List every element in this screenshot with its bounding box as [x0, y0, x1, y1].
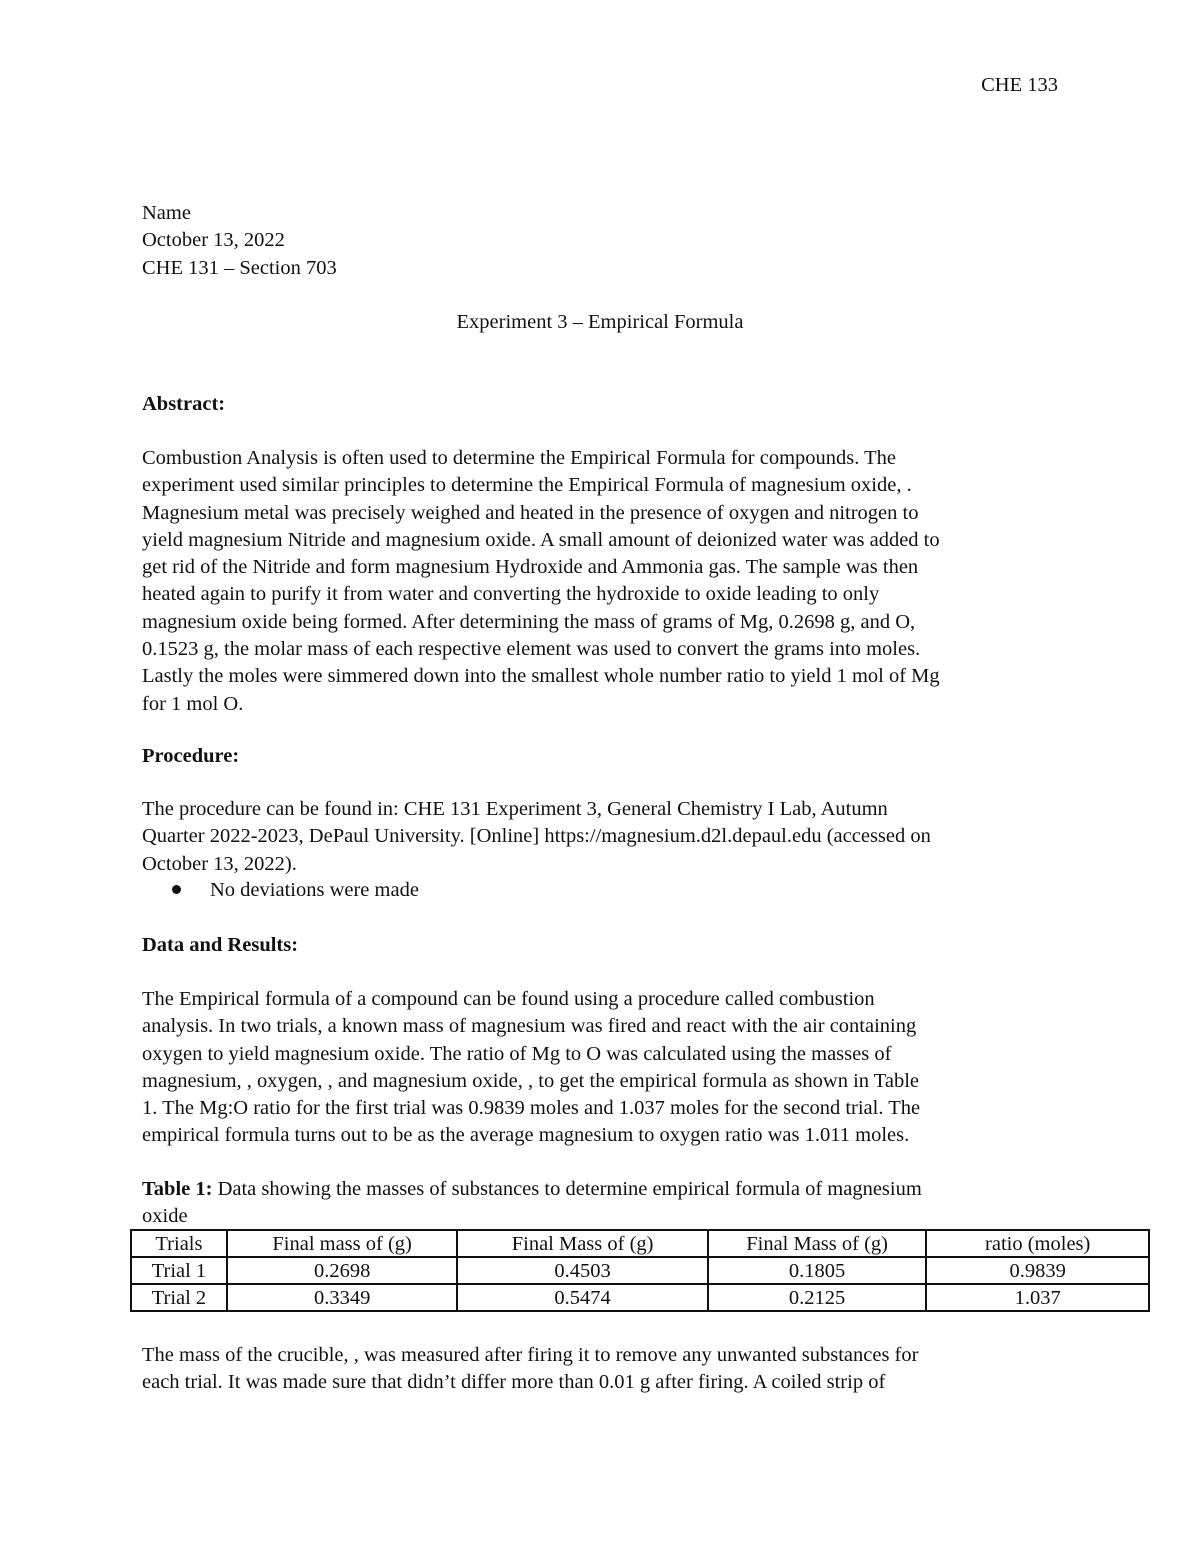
course-section: CHE 131 – Section 703: [142, 256, 337, 279]
table-caption-text: Data showing the masses of substances to determine empirical formula of magnesium: [212, 1178, 922, 1200]
table-header-cell: Final Mass of (g): [457, 1230, 707, 1257]
abstract-line: heated again to purify it from water and converting the hydroxide to oxide leading to only: [142, 583, 880, 606]
abstract-line: yield magnesium Nitride and magnesium oxide. A small amount of deionized water was added to: [142, 528, 940, 551]
after-table-line: each trial. It was made sure that didn’t differ more than 0.01 g after firing. A coiled strip of: [142, 1371, 886, 1394]
abstract-line: get rid of the Nitride and form magnesium Hydroxide and Ammonia gas. The sample was then: [142, 556, 919, 579]
procedure-paragraph: [142, 796, 1062, 878]
table-cell: 0.9839: [926, 1257, 1149, 1284]
header-course-code: CHE 133: [981, 74, 1058, 96]
data-line: oxygen to yield magnesium oxide. The ratio of Mg to O was calculated using the masses of: [142, 1042, 892, 1065]
table-header-cell: Final Mass of (g): [708, 1230, 927, 1257]
data-line: magnesium, , oxygen, , and magnesium oxide, , to get the empirical formula as shown in Table: [142, 1069, 920, 1092]
data-line: analysis. In two trials, a known mass of magnesium was fired and react with the air containing: [142, 1015, 917, 1038]
abstract-paragraph: [142, 445, 1062, 718]
abstract-line: 0.1523 g, the molar mass of each respective element was used to convert the grams into moles.: [142, 638, 921, 661]
table-header-row: [131, 1230, 1149, 1257]
procedure-line: The procedure can be found in: CHE 131 Experiment 3, General Chemistry I Lab, Autumn: [142, 798, 888, 820]
table-cell: 0.2698: [227, 1257, 458, 1284]
table-cell: Trial 1: [131, 1257, 227, 1284]
after-table-line: The mass of the crucible, , was measured after firing it to remove any unwanted substances for: [142, 1344, 919, 1366]
procedure-line: October 13, 2022).: [142, 852, 297, 875]
bullet-text: No deviations were made: [210, 879, 419, 901]
table-row: [131, 1257, 1149, 1284]
data-results-heading: Data and Results:: [142, 934, 299, 956]
procedure-line: Quarter 2022-2023, DePaul University. [Online] https://magnesium.d2l.depaul.edu (accessed on: [142, 825, 931, 848]
data-results-paragraph: [142, 986, 1062, 1150]
abstract-line: experiment used similar principles to determine the Empirical Formula of magnesium oxide, .: [142, 474, 912, 497]
experiment-title: Experiment 3 – Empirical Formula: [456, 311, 744, 333]
procedure-bullet-item: [172, 877, 419, 904]
abstract-line: Magnesium metal was precisely weighed and heated in the presence of oxygen and nitrogen to: [142, 501, 919, 524]
abstract-line: for 1 mol O.: [142, 692, 244, 715]
abstract-line: magnesium oxide being formed. After determining the mass of grams of Mg, 0.2698 g, and O,: [142, 610, 916, 633]
after-table-paragraph: [142, 1342, 1062, 1397]
table-cell: 1.037: [926, 1284, 1149, 1311]
table-cell: 0.5474: [457, 1284, 707, 1311]
data-line: The Empirical formula of a compound can be found using a procedure called combustion: [142, 988, 875, 1010]
data-line: empirical formula turns out to be as the average magnesium to oxygen ratio was 1.011 moles.: [142, 1124, 910, 1147]
table-cell: 0.1805: [708, 1257, 927, 1284]
table-cell: 0.3349: [227, 1284, 458, 1311]
table-cell: 0.2125: [708, 1284, 927, 1311]
table-header-cell: Final mass of (g): [227, 1230, 458, 1257]
table-cell: Trial 2: [131, 1284, 227, 1311]
abstract-heading: Abstract:: [142, 393, 226, 415]
table-caption: [142, 1176, 1062, 1231]
table-cell: 0.4503: [457, 1257, 707, 1284]
report-date: October 13, 2022: [142, 229, 285, 252]
table-header-cell: ratio (moles): [926, 1230, 1149, 1257]
procedure-heading: Procedure:: [142, 745, 240, 767]
abstract-line: Lastly the moles were simmered down into the smallest whole number ratio to yield 1 mol of Mg: [142, 665, 940, 688]
meta-block: [142, 200, 1062, 282]
student-name: Name: [142, 202, 191, 224]
table-caption-text-cont: oxide: [142, 1205, 188, 1228]
table-header-cell: Trials: [131, 1230, 227, 1257]
table-caption-label: Table 1:: [142, 1178, 213, 1200]
data-line: 1. The Mg:O ratio for the first trial was 0.9839 moles and 1.037 moles for the second trial. The: [142, 1097, 921, 1120]
abstract-line: Combustion Analysis is often used to determine the Empirical Formula for compounds. The: [142, 447, 897, 469]
data-table: [130, 1229, 1150, 1312]
table-row: [131, 1284, 1149, 1311]
bullet-icon: [172, 885, 181, 894]
